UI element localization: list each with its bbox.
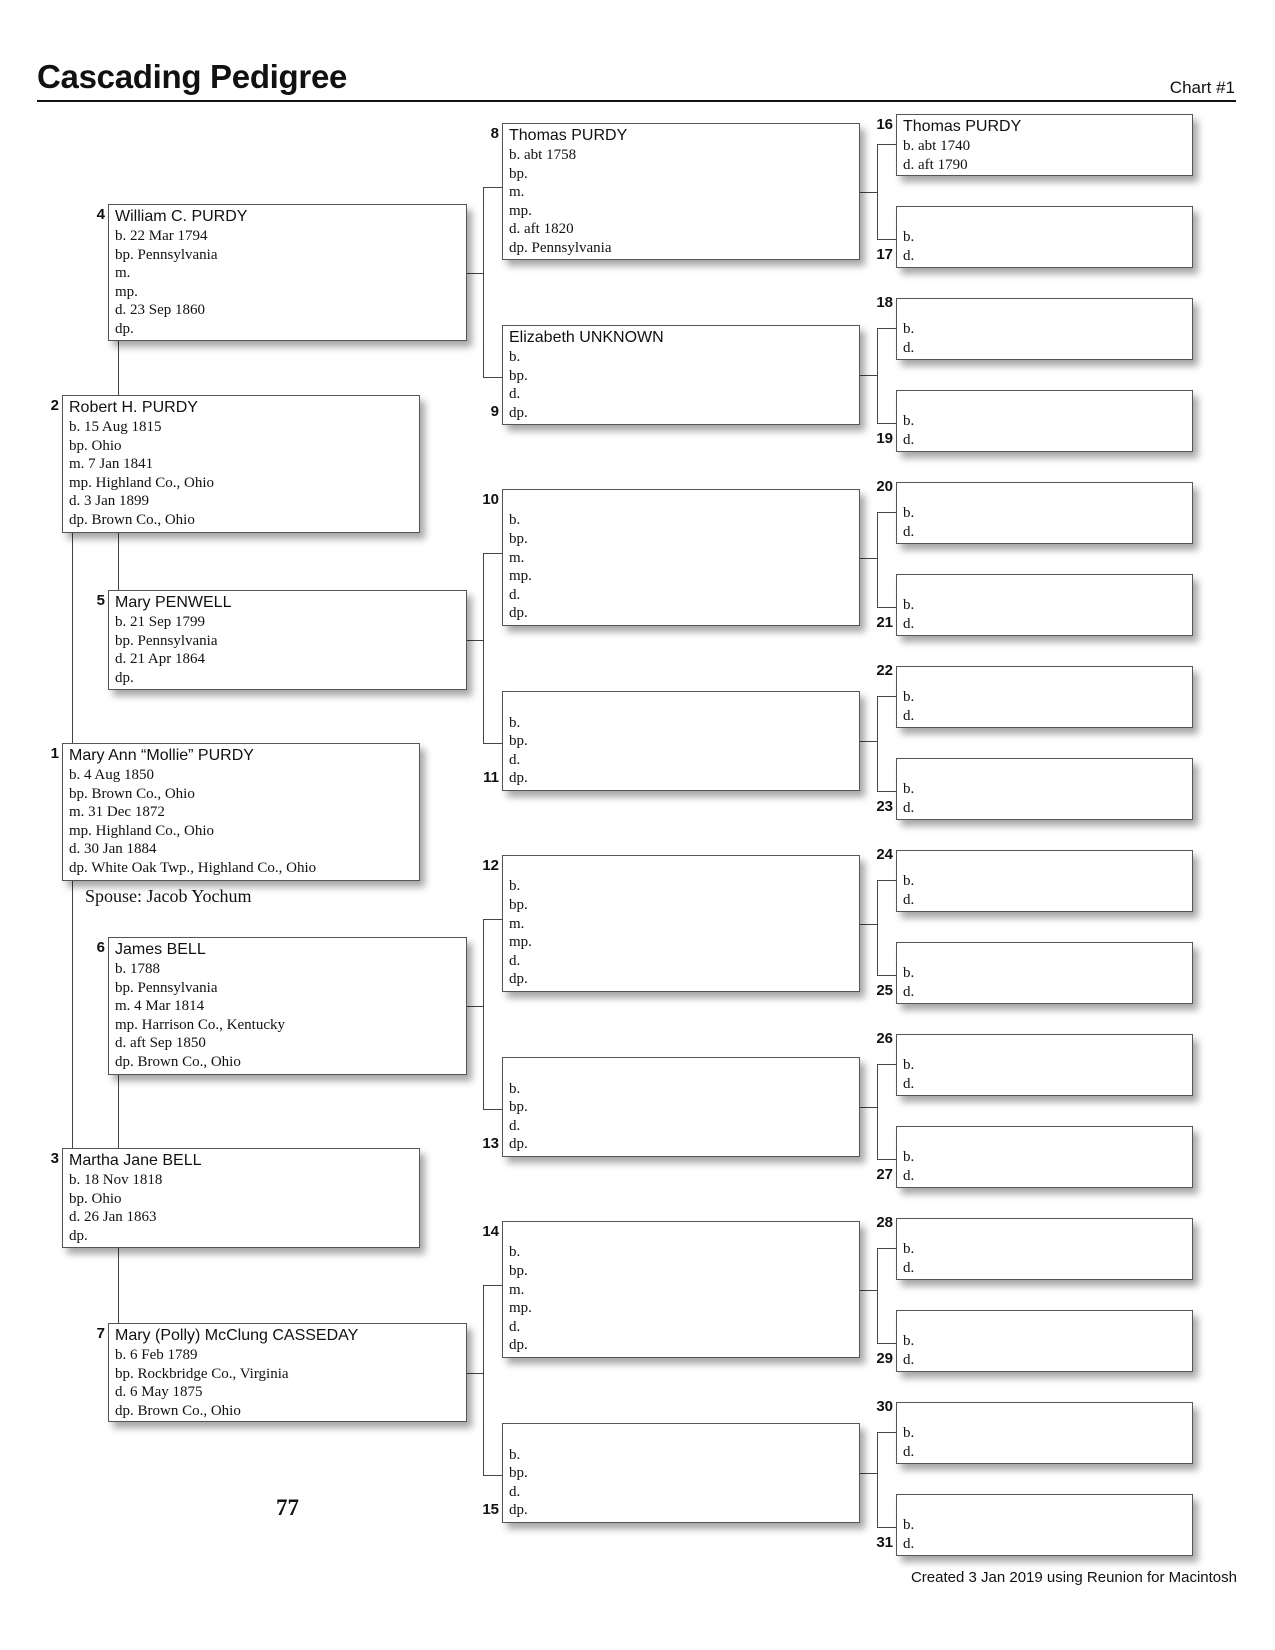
person-fact: b. abt 1758	[509, 147, 577, 163]
person-box-14[interactable]	[502, 1221, 860, 1358]
person-fact: b.	[903, 965, 915, 981]
person-fact: dp.	[509, 404, 528, 421]
ahnentafel-number: 5	[96, 592, 105, 609]
person-fact: dp.	[509, 770, 528, 787]
person-fact: dp.	[69, 1227, 88, 1244]
connector-line	[877, 1432, 878, 1528]
connector-line	[877, 696, 878, 792]
person-name: Martha Jane BELL	[69, 1152, 202, 1169]
person-fact: b.	[903, 1425, 915, 1441]
person-box-24[interactable]	[896, 850, 1193, 912]
connector-line	[877, 791, 896, 792]
person-fact: bp. Rockbridge Co., Virginia	[115, 1365, 289, 1382]
person-fact: b.	[903, 505, 915, 521]
person-fact: m.	[509, 549, 525, 566]
person-fact: b.	[509, 1080, 521, 1097]
ahnentafel-number: 31	[876, 1534, 893, 1551]
person-fact: b.	[509, 1244, 521, 1261]
connector-line	[877, 1527, 896, 1528]
person-fact: dp.	[509, 1337, 528, 1354]
ahnentafel-number: 30	[876, 1398, 893, 1415]
connector-line	[877, 1064, 878, 1160]
person-box-28[interactable]	[896, 1218, 1193, 1280]
connector-line	[877, 1248, 896, 1249]
person-name: Mary Ann “Mollie” PURDY	[69, 747, 254, 764]
person-fact: b. 18 Nov 1818	[69, 1172, 163, 1188]
connector-line	[877, 144, 896, 145]
ahnentafel-number: 24	[876, 846, 893, 863]
connector-line	[877, 512, 896, 513]
person-box-21[interactable]	[896, 574, 1193, 636]
connector-line	[860, 1290, 877, 1291]
person-box-11[interactable]	[502, 691, 860, 791]
person-name: James BELL	[115, 941, 206, 958]
person-fact: d.	[903, 247, 915, 264]
person-fact: bp.	[509, 1099, 528, 1116]
connector-line	[483, 1475, 502, 1476]
connector-line	[877, 512, 878, 608]
connector-line	[877, 1064, 896, 1065]
connector-line	[467, 1373, 483, 1374]
connector-line	[467, 1006, 483, 1007]
connector-line	[877, 1432, 896, 1433]
connector-line	[483, 187, 502, 188]
ahnentafel-number: 29	[876, 1350, 893, 1367]
person-fact: mp. Highland Co., Ohio	[69, 474, 214, 491]
person-fact: d.	[903, 1075, 915, 1092]
spouse-note: Spouse: Jacob Yochum	[85, 886, 252, 906]
person-fact: mp. Highland Co., Ohio	[69, 822, 214, 839]
person-fact: d. 21 Apr 1864	[115, 651, 205, 668]
ahnentafel-number: 22	[876, 662, 893, 679]
person-fact: d.	[509, 1318, 521, 1335]
header-rule	[37, 100, 1236, 102]
footer-credit: Created 3 Jan 2019 using Reunion for Macintosh	[910, 1569, 1237, 1586]
connector-line	[483, 1285, 484, 1476]
person-fact: d. 3 Jan 1899	[69, 493, 149, 510]
connector-line	[118, 341, 119, 395]
person-fact: d.	[509, 586, 521, 603]
person-box-18[interactable]	[896, 298, 1193, 360]
person-box-12[interactable]	[502, 855, 860, 992]
person-fact: mp.	[509, 568, 532, 585]
person-fact: bp.	[509, 367, 528, 384]
person-fact: d.	[903, 1167, 915, 1184]
ahnentafel-number: 27	[876, 1166, 893, 1183]
person-name: Mary (Polly) McClung CASSEDAY	[115, 1327, 359, 1344]
person-fact: bp.	[509, 733, 528, 750]
person-fact: bp.	[509, 531, 528, 548]
person-fact: d.	[509, 952, 521, 969]
connector-line	[877, 607, 896, 608]
person-box-19[interactable]	[896, 390, 1193, 452]
person-fact: b.	[903, 689, 915, 705]
connector-line	[467, 640, 483, 641]
person-fact: b.	[903, 1241, 915, 1257]
person-fact: d.	[903, 523, 915, 540]
person-fact: b.	[509, 349, 521, 365]
person-box-4[interactable]	[108, 204, 467, 341]
connector-line	[860, 558, 877, 559]
connector-line	[860, 1107, 877, 1108]
person-box-20[interactable]	[896, 482, 1193, 544]
person-box-25[interactable]	[896, 942, 1193, 1004]
person-fact: b.	[903, 321, 915, 337]
person-name: William C. PURDY	[115, 208, 248, 225]
connector-line	[877, 1343, 896, 1344]
person-fact: d.	[903, 983, 915, 1000]
ahnentafel-number: 6	[96, 939, 105, 956]
person-fact: dp. Pennsylvania	[509, 239, 612, 256]
person-box-1[interactable]	[62, 743, 420, 881]
ahnentafel-number: 10	[482, 491, 499, 508]
person-fact: mp. Harrison Co., Kentucky	[115, 1016, 285, 1033]
person-fact: d.	[509, 386, 521, 403]
person-fact: dp.	[509, 1136, 528, 1153]
person-name: Elizabeth UNKNOWN	[509, 329, 664, 346]
person-fact: mp.	[115, 283, 138, 300]
person-fact: bp. Ohio	[69, 437, 122, 454]
person-fact: b.	[903, 597, 915, 613]
person-fact: d.	[509, 751, 521, 768]
ahnentafel-number: 8	[490, 125, 499, 142]
person-name: Thomas PURDY	[903, 118, 1022, 135]
person-name: Mary PENWELL	[115, 594, 232, 611]
ahnentafel-number: 16	[876, 116, 893, 133]
person-fact: bp. Pennsylvania	[115, 979, 218, 996]
person-box-7[interactable]	[108, 1323, 467, 1422]
person-fact: m.	[509, 1281, 525, 1298]
ahnentafel-number: 12	[482, 857, 499, 874]
person-fact: b.	[903, 1057, 915, 1073]
person-fact: dp.	[509, 1502, 528, 1519]
person-fact: bp. Brown Co., Ohio	[69, 785, 195, 802]
ahnentafel-number: 11	[483, 769, 499, 786]
connector-line	[483, 919, 502, 920]
connector-line	[860, 924, 877, 925]
person-fact: d.	[903, 431, 915, 448]
ahnentafel-number: 2	[50, 397, 59, 414]
person-box-22[interactable]	[896, 666, 1193, 728]
connector-line	[877, 144, 878, 240]
person-fact: mp.	[509, 1300, 532, 1317]
person-fact: bp. Pennsylvania	[115, 632, 218, 649]
person-fact: dp. White Oak Twp., Highland Co., Ohio	[69, 859, 317, 876]
person-fact: d. 23 Sep 1860	[115, 302, 205, 319]
ahnentafel-number: 15	[482, 1501, 499, 1518]
person-fact: bp.	[509, 1263, 528, 1280]
person-box-2[interactable]	[62, 395, 420, 533]
person-fact: d.	[509, 1483, 521, 1500]
person-fact: d.	[903, 891, 915, 908]
connector-line	[877, 1159, 896, 1160]
person-fact: d.	[903, 1259, 915, 1276]
person-fact: b.	[903, 413, 915, 429]
ahnentafel-number: 17	[876, 246, 893, 263]
person-fact: dp. Brown Co., Ohio	[69, 511, 195, 528]
person-fact: dp. Brown Co., Ohio	[115, 1402, 241, 1419]
connector-line	[877, 239, 896, 240]
person-fact: b.	[903, 1517, 915, 1533]
person-fact: d.	[903, 615, 915, 632]
connector-line	[118, 1248, 119, 1323]
person-fact: d.	[903, 1351, 915, 1368]
person-box-30[interactable]	[896, 1402, 1193, 1464]
connector-line	[877, 328, 878, 424]
connector-line	[877, 696, 896, 697]
person-fact: b.	[903, 781, 915, 797]
person-box-31[interactable]	[896, 1494, 1193, 1556]
connector-line	[860, 375, 877, 376]
chart-number: Chart #1	[1169, 78, 1235, 97]
connector-line	[877, 880, 896, 881]
person-fact: d.	[903, 339, 915, 356]
person-fact: d.	[509, 1117, 521, 1134]
person-box-16[interactable]	[896, 114, 1193, 176]
person-box-17[interactable]	[896, 206, 1193, 268]
person-fact: b.	[509, 878, 521, 895]
person-box-27[interactable]	[896, 1126, 1193, 1188]
person-fact: b.	[509, 714, 521, 731]
ahnentafel-number: 4	[96, 206, 105, 223]
person-fact: dp.	[115, 669, 134, 686]
ahnentafel-number: 28	[876, 1214, 893, 1231]
person-box-15[interactable]	[502, 1423, 860, 1523]
person-fact: b. 4 Aug 1850	[69, 767, 155, 783]
connector-line	[467, 273, 483, 274]
person-box-10[interactable]	[502, 489, 860, 626]
person-name: Thomas PURDY	[509, 127, 628, 144]
person-fact: b.	[903, 1149, 915, 1165]
person-fact: d. 6 May 1875	[115, 1384, 203, 1401]
person-fact: b. abt 1740	[903, 138, 971, 154]
person-fact: bp.	[509, 165, 528, 182]
connector-line	[877, 975, 896, 976]
person-fact: dp.	[509, 971, 528, 988]
connector-line	[483, 553, 502, 554]
person-box-8[interactable]	[502, 123, 860, 260]
person-fact: dp.	[115, 320, 134, 337]
person-fact: d.	[903, 1443, 915, 1460]
connector-line	[483, 919, 484, 1110]
person-fact: b. 1788	[115, 961, 160, 977]
person-box-26[interactable]	[896, 1034, 1193, 1096]
person-fact: dp. Brown Co., Ohio	[115, 1053, 241, 1070]
person-fact: m.	[509, 184, 525, 201]
person-fact: dp.	[509, 605, 528, 622]
person-box-13[interactable]	[502, 1057, 860, 1157]
person-fact: d. 30 Jan 1884	[69, 841, 157, 858]
person-fact: d. 26 Jan 1863	[69, 1209, 157, 1226]
connector-line	[483, 187, 484, 378]
ahnentafel-number: 18	[876, 294, 893, 311]
connector-line	[483, 377, 502, 378]
connector-line	[483, 553, 484, 744]
ahnentafel-number: 25	[876, 982, 893, 999]
ahnentafel-number: 1	[50, 745, 59, 762]
person-fact: m. 7 Jan 1841	[69, 456, 154, 473]
person-fact: b. 15 Aug 1815	[69, 419, 162, 435]
person-box-5[interactable]	[108, 590, 467, 690]
ahnentafel-number: 13	[482, 1135, 499, 1152]
ahnentafel-number: 7	[96, 1325, 105, 1342]
ahnentafel-number: 21	[876, 614, 893, 631]
ahnentafel-number: 3	[50, 1150, 59, 1167]
person-fact: bp.	[509, 897, 528, 914]
person-box-29[interactable]	[896, 1310, 1193, 1372]
person-fact: b.	[903, 1333, 915, 1349]
connector-line	[483, 1285, 502, 1286]
person-fact: b. 21 Sep 1799	[115, 614, 205, 630]
connector-line	[118, 1075, 119, 1148]
person-box-23[interactable]	[896, 758, 1193, 820]
connector-line	[877, 1248, 878, 1344]
person-box-3[interactable]	[62, 1148, 420, 1248]
person-name: Robert H. PURDY	[69, 399, 198, 416]
connector-line	[483, 1109, 502, 1110]
person-box-9[interactable]	[502, 325, 860, 425]
person-fact: d. aft 1820	[509, 221, 574, 238]
person-fact: b. 6 Feb 1789	[115, 1347, 198, 1363]
ahnentafel-number: 19	[876, 430, 893, 447]
ahnentafel-number: 20	[876, 478, 893, 495]
person-fact: b.	[903, 229, 915, 245]
ahnentafel-number: 9	[490, 403, 499, 420]
connector-line	[877, 880, 878, 976]
person-fact: m. 31 Dec 1872	[69, 804, 165, 821]
ahnentafel-number: 14	[482, 1223, 499, 1240]
connector-line	[877, 328, 896, 329]
ahnentafel-number: 23	[876, 798, 893, 815]
person-fact: d.	[903, 1535, 915, 1552]
page-number: 77	[276, 1495, 299, 1520]
person-fact: mp.	[509, 202, 532, 219]
person-fact: b.	[509, 1446, 521, 1463]
person-fact: m.	[509, 915, 525, 932]
person-fact: m.	[115, 265, 131, 282]
page-title: Cascading Pedigree	[37, 58, 348, 95]
connector-line	[877, 423, 896, 424]
person-fact: bp. Pennsylvania	[115, 246, 218, 263]
connector-line	[118, 533, 119, 590]
person-fact: bp. Ohio	[69, 1190, 122, 1207]
person-fact: bp.	[509, 1465, 528, 1482]
person-fact: d. aft Sep 1850	[115, 1035, 206, 1052]
ahnentafel-number: 26	[876, 1030, 893, 1047]
connector-line	[860, 192, 877, 193]
person-box-6[interactable]	[108, 937, 467, 1075]
person-fact: m. 4 Mar 1814	[115, 998, 205, 1015]
person-fact: b.	[509, 512, 521, 529]
person-fact: mp.	[509, 934, 532, 951]
connector-line	[860, 741, 877, 742]
connector-line	[483, 743, 502, 744]
person-fact: b.	[903, 873, 915, 889]
person-fact: d. aft 1790	[903, 156, 968, 173]
person-fact: d.	[903, 707, 915, 724]
person-fact: d.	[903, 799, 915, 816]
connector-line	[860, 1473, 877, 1474]
person-fact: b. 22 Mar 1794	[115, 228, 208, 244]
